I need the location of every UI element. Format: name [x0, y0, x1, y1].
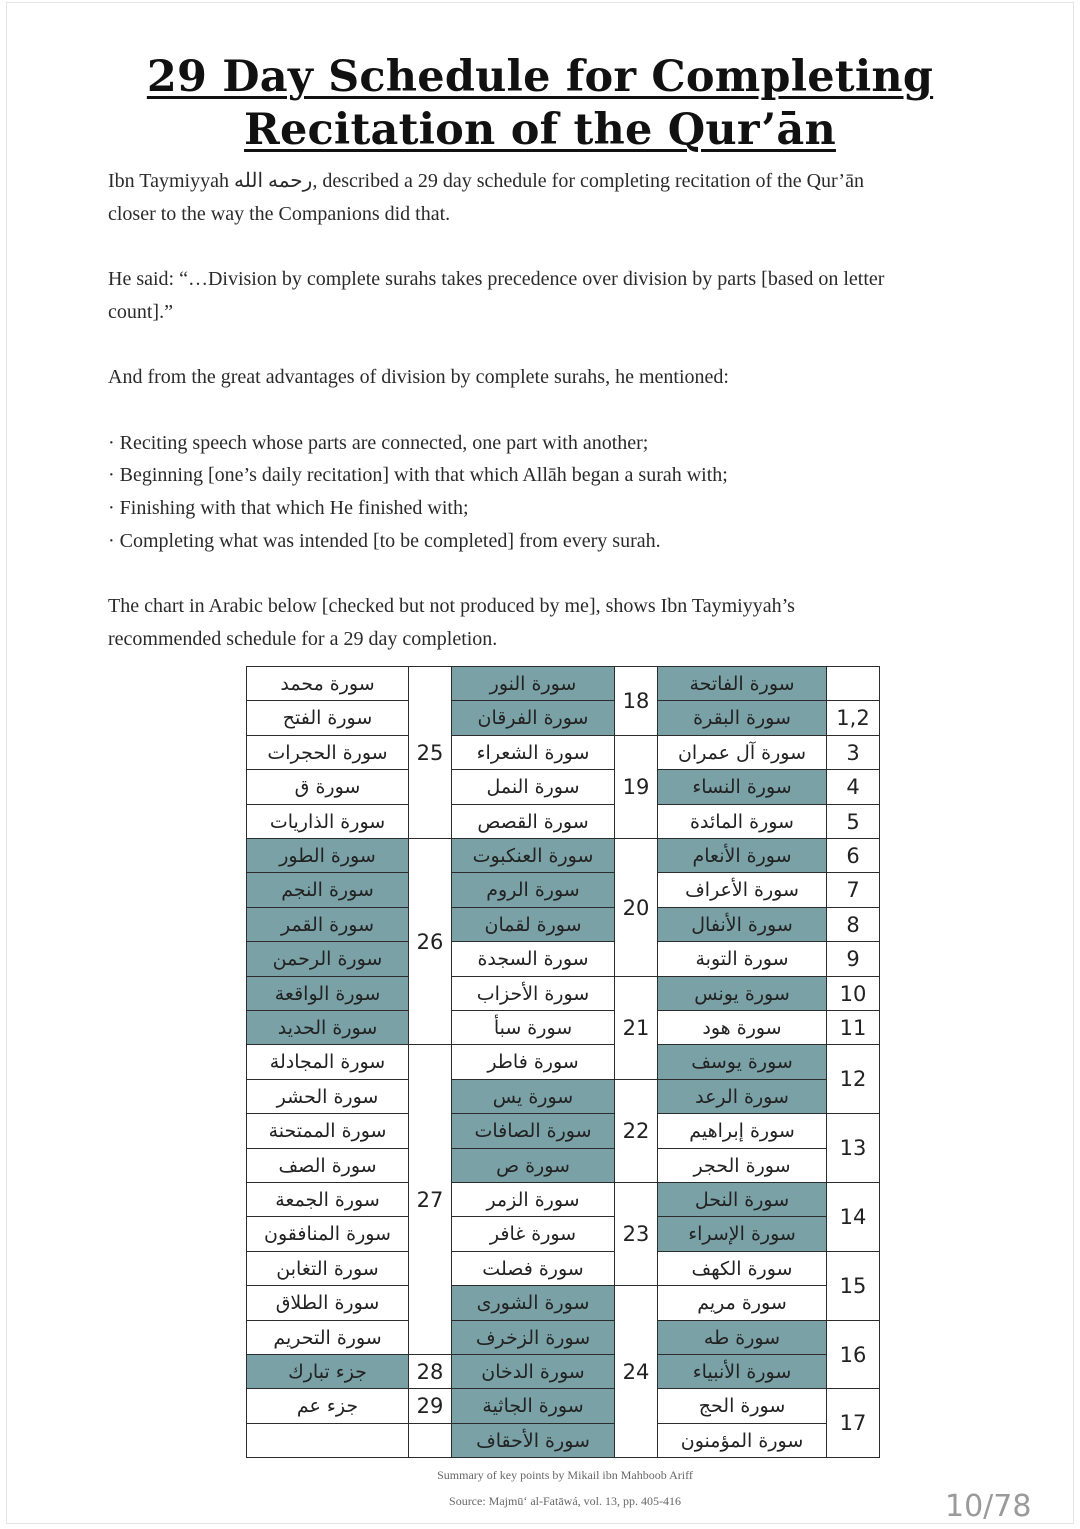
schedule-day-cell: 7 [826, 872, 880, 908]
schedule-day-cell: 19 [614, 735, 658, 839]
schedule-day-cell: 15 [826, 1251, 880, 1321]
schedule-surah-cell: سورة فصلت [451, 1251, 615, 1286]
page-title-line-1: 29 Day Schedule for Completing [146, 52, 934, 102]
schedule-day-cell: 9 [826, 941, 880, 977]
schedule-day-cell: 16 [826, 1320, 880, 1389]
schedule-day-cell: 24 [614, 1285, 658, 1458]
schedule-surah-cell: سورة الطلاق [246, 1285, 409, 1321]
page-number: 10/78 [945, 1489, 1032, 1524]
schedule-surah-cell: سورة الصف [246, 1148, 409, 1183]
schedule-surah-cell: سورة السجدة [451, 941, 615, 977]
page-title-line-2: Recitation of the Qur’ān [244, 105, 836, 155]
schedule-day-cell: 20 [614, 838, 658, 977]
schedule-surah-cell: سورة لقمان [451, 907, 615, 942]
schedule-surah-cell: سورة النور [451, 666, 615, 701]
schedule-surah-cell: سورة الكهف [657, 1251, 827, 1286]
schedule-day-cell: 6 [826, 838, 880, 873]
schedule-day-cell: 5 [826, 804, 880, 839]
schedule-surah-cell: سورة يوسف [657, 1044, 827, 1080]
schedule-day-cell: 22 [614, 1079, 658, 1183]
schedule-surah-cell: سورة الجاثية [451, 1388, 615, 1424]
schedule-surah-cell: سورة المؤمنون [657, 1423, 827, 1458]
schedule-day-cell: 23 [614, 1182, 658, 1286]
schedule-surah-cell: سورة الأنبياء [657, 1354, 827, 1389]
schedule-day-cell: 4 [826, 769, 880, 805]
schedule-day-cell: 18 [614, 666, 658, 736]
schedule-surah-cell: سورة الحديد [246, 1010, 409, 1045]
schedule-surah-cell: سورة القصص [451, 804, 615, 839]
caption-source: Source: Majmū‘ al-Fatāwá, vol. 13, pp. 405-416 [449, 1494, 681, 1508]
schedule-surah-cell: سورة الزخرف [451, 1320, 615, 1355]
schedule-day-cell: 17 [826, 1388, 880, 1458]
bullet-item-2: · Beginning [one’s daily recitation] with that which Allāh began a surah with; [108, 464, 728, 486]
advantages-intro: And from the great advantages of division by complete surahs, he mentioned: [108, 366, 729, 388]
schedule-surah-cell: سورة التحريم [246, 1320, 409, 1355]
schedule-surah-cell: سورة القمر [246, 907, 409, 942]
bullet-item-4: · Completing what was intended [to be completed] from every surah. [108, 530, 661, 552]
schedule-day-cell: 13 [826, 1113, 880, 1183]
schedule-surah-cell: سورة النحل [657, 1182, 827, 1217]
schedule-day-cell: 14 [826, 1182, 880, 1252]
bullet-item-1: · Reciting speech whose parts are connected, one part with another; [108, 432, 649, 454]
schedule-day-cell: 21 [614, 976, 658, 1080]
schedule-surah-cell: سورة النساء [657, 769, 827, 805]
schedule-surah-cell: سورة المنافقون [246, 1216, 409, 1252]
schedule-day-cell: 10 [826, 976, 880, 1011]
schedule-surah-cell: سورة الأحقاف [451, 1423, 615, 1458]
schedule-surah-cell: سورة التغابن [246, 1251, 409, 1286]
schedule-surah-cell: سورة الزمر [451, 1182, 615, 1217]
schedule-surah-cell: سورة البقرة [657, 700, 827, 736]
schedule-day-cell: 29 [408, 1388, 452, 1424]
schedule-surah-cell: سورة النمل [451, 769, 615, 805]
caption-summary: Summary of key points by Mikail ibn Mahboob Ariff [437, 1468, 693, 1482]
schedule-surah-cell: سورة الفتح [246, 700, 409, 736]
schedule-day-cell: 8 [826, 907, 880, 942]
schedule-surah-cell: سورة ق [246, 769, 409, 805]
schedule-day-cell: 27 [408, 1044, 452, 1355]
schedule-surah-cell: سورة الفاتحة [657, 666, 827, 701]
schedule-surah-cell: جزء تبارك [246, 1354, 409, 1389]
schedule-surah-cell: سورة هود [657, 1010, 827, 1045]
schedule-surah-cell: سورة الدخان [451, 1354, 615, 1389]
schedule-surah-cell: سورة سبأ [451, 1010, 615, 1045]
schedule-surah-cell: جزء عم [246, 1388, 409, 1424]
schedule-surah-cell: سورة الإسراء [657, 1216, 827, 1252]
schedule-surah-cell: سورة المائدة [657, 804, 827, 839]
schedule-day-cell [826, 666, 880, 701]
schedule-surah-cell: سورة إبراهيم [657, 1113, 827, 1149]
chart-intro-line-2: recommended schedule for a 29 day completion. [108, 628, 498, 650]
intro-line-1: Ibn Taymiyyah رحمه الله, described a 29 day schedule for completing recitation of the Qur’ān [108, 170, 864, 192]
intro-line-2: closer to the way the Companions did that. [108, 203, 451, 225]
schedule-surah-cell: سورة الذاريات [246, 804, 409, 839]
schedule-surah-cell: سورة التوبة [657, 941, 827, 977]
schedule-surah-cell: سورة المجادلة [246, 1044, 409, 1080]
bullet-item-3: · Finishing with that which He finished with; [108, 497, 469, 519]
schedule-day-cell: 12 [826, 1044, 880, 1114]
schedule-surah-cell: سورة الواقعة [246, 976, 409, 1011]
quote-line-1: He said: “…Division by complete surahs takes precedence over division by parts [based on letter [108, 268, 885, 290]
schedule-surah-cell: سورة الصافات [451, 1113, 615, 1149]
schedule-surah-cell: سورة الشعراء [451, 735, 615, 770]
schedule-surah-cell: سورة طه [657, 1320, 827, 1355]
schedule-day-cell: 11 [826, 1010, 880, 1045]
schedule-surah-cell: سورة الممتحنة [246, 1113, 409, 1149]
schedule-surah-cell: سورة الحشر [246, 1079, 409, 1114]
schedule-surah-cell: سورة الطور [246, 838, 409, 873]
schedule-surah-cell: سورة الأعراف [657, 872, 827, 908]
schedule-day-cell: 28 [408, 1354, 452, 1389]
schedule-surah-cell: سورة الروم [451, 872, 615, 908]
schedule-surah-cell: سورة الرحمن [246, 941, 409, 977]
schedule-surah-cell: سورة يونس [657, 976, 827, 1011]
schedule-surah-cell [246, 1423, 409, 1458]
schedule-surah-cell: سورة فاطر [451, 1044, 615, 1080]
schedule-surah-cell: سورة آل عمران [657, 735, 827, 770]
schedule-day-cell: 25 [408, 666, 452, 839]
schedule-surah-cell: سورة الجمعة [246, 1182, 409, 1217]
schedule-day-cell [408, 1423, 452, 1458]
schedule-surah-cell: سورة محمد [246, 666, 409, 701]
schedule-surah-cell: سورة الأحزاب [451, 976, 615, 1011]
schedule-day-cell: 3 [826, 735, 880, 770]
schedule-surah-cell: سورة الرعد [657, 1079, 827, 1114]
quote-line-2: count].” [108, 301, 173, 323]
schedule-surah-cell: سورة يس [451, 1079, 615, 1114]
schedule-surah-cell: سورة الأنعام [657, 838, 827, 873]
schedule-surah-cell: سورة العنكبوت [451, 838, 615, 873]
schedule-surah-cell: سورة النجم [246, 872, 409, 908]
schedule-surah-cell: سورة غافر [451, 1216, 615, 1252]
schedule-surah-cell: سورة الفرقان [451, 700, 615, 736]
schedule-day-cell: 1,2 [826, 700, 880, 736]
chart-intro-line-1: The chart in Arabic below [checked but not produced by me], shows Ibn Taymiyyah’s [108, 595, 795, 617]
schedule-surah-cell: سورة الحجرات [246, 735, 409, 770]
schedule-surah-cell: سورة الأنفال [657, 907, 827, 942]
schedule-surah-cell: سورة الحجر [657, 1148, 827, 1183]
schedule-surah-cell: سورة الحج [657, 1388, 827, 1424]
schedule-surah-cell: سورة ص [451, 1148, 615, 1183]
schedule-day-cell: 26 [408, 838, 452, 1045]
schedule-surah-cell: سورة مريم [657, 1285, 827, 1321]
schedule-surah-cell: سورة الشورى [451, 1285, 615, 1321]
